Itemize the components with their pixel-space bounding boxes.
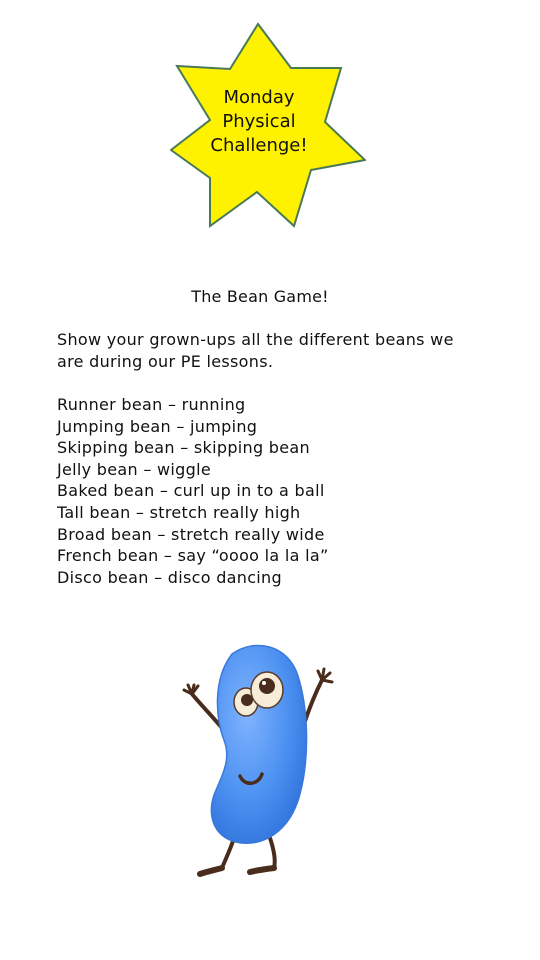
bean-item-runner: Runner bean – running [57, 395, 246, 414]
bean-item-tall: Tall bean – stretch really high [57, 502, 301, 522]
bean-character-svg [170, 636, 370, 886]
intro-line-2: are during our PE lessons. [57, 352, 274, 371]
dancing-bean-illustration [170, 636, 370, 886]
bean-right-pupil [259, 678, 275, 694]
intro-paragraph [57, 329, 497, 373]
bean-item-jelly: Jelly bean – wiggle [57, 459, 211, 479]
star-line-1: Monday [223, 87, 295, 108]
bean-item-french: French bean – say “oooo la la la” [57, 546, 329, 566]
bean-right-foot [250, 868, 274, 872]
bean-left-foot [200, 868, 222, 874]
star-label [170, 86, 348, 158]
bean-right-eye-shine [262, 681, 266, 685]
bean-list [57, 394, 329, 588]
page-title: The Bean Game! [191, 287, 329, 306]
star-line-3: Challenge! [210, 135, 308, 156]
bean-left-hand [184, 685, 198, 694]
intro-line-1: Show your grown-ups all the different beans we [57, 330, 454, 349]
bean-right-arm [304, 680, 322, 724]
bean-item-disco: Disco bean – disco dancing [57, 567, 282, 587]
monday-challenge-star [170, 22, 366, 228]
bean-item-baked: Baked bean – curl up in to a ball [57, 481, 325, 501]
bean-item-jumping: Jumping bean – jumping [57, 416, 258, 436]
bean-item-broad: Broad bean – stretch really wide [57, 524, 325, 544]
star-line-2: Physical [222, 111, 296, 132]
bean-item-skipping: Skipping bean – skipping bean [57, 438, 310, 458]
bean-right-leg [270, 838, 275, 868]
